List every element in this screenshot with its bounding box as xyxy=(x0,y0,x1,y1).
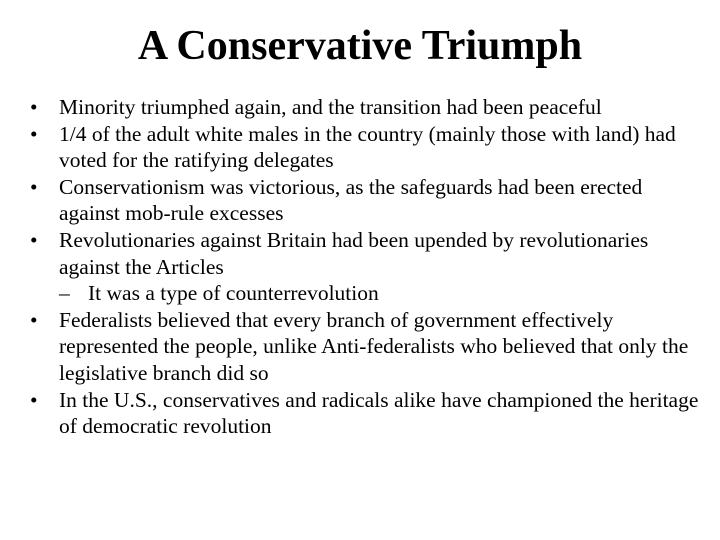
bullet-text: Federalists believed that every branch of government effectively represented the people, unlike Anti-federalists who believed that only the legislative branch did so xyxy=(59,307,689,385)
slide-title: A Conservative Triumph xyxy=(137,23,583,69)
bullet-icon: • xyxy=(30,307,38,332)
bullet-icon: • xyxy=(30,121,38,146)
bullet-item xyxy=(30,94,700,121)
bullet-icon: • xyxy=(30,387,38,412)
bullet-item xyxy=(30,227,700,280)
bullet-text: In the U.S., conservatives and radicals alike have championed the heritage of democratic revolution xyxy=(59,387,699,439)
sub-bullet-text: It was a type of counterrevolution xyxy=(88,281,379,306)
bullet-icon: • xyxy=(30,227,38,252)
bullet-item xyxy=(30,174,700,227)
bullet-item xyxy=(30,307,700,387)
bullet-text: Minority triumphed again, and the transition had been peaceful xyxy=(59,95,602,119)
bullet-icon: • xyxy=(30,174,38,199)
bullet-text: Revolutionaries against Britain had been upended by revolutionaries against the Articles xyxy=(59,227,649,279)
bullet-item xyxy=(30,121,700,174)
bullet-text: Conservationism was victorious, as the safeguards had been erected against mob-rule excesses xyxy=(59,174,643,226)
sub-bullet-item xyxy=(30,280,700,307)
dash-icon: – xyxy=(59,281,70,306)
bullet-item xyxy=(30,387,700,440)
bullet-list xyxy=(30,94,700,440)
bullet-text: 1/4 of the adult white males in the country (mainly those with land) had voted for the ratifying delegates xyxy=(59,121,676,173)
bullet-icon: • xyxy=(30,95,38,119)
